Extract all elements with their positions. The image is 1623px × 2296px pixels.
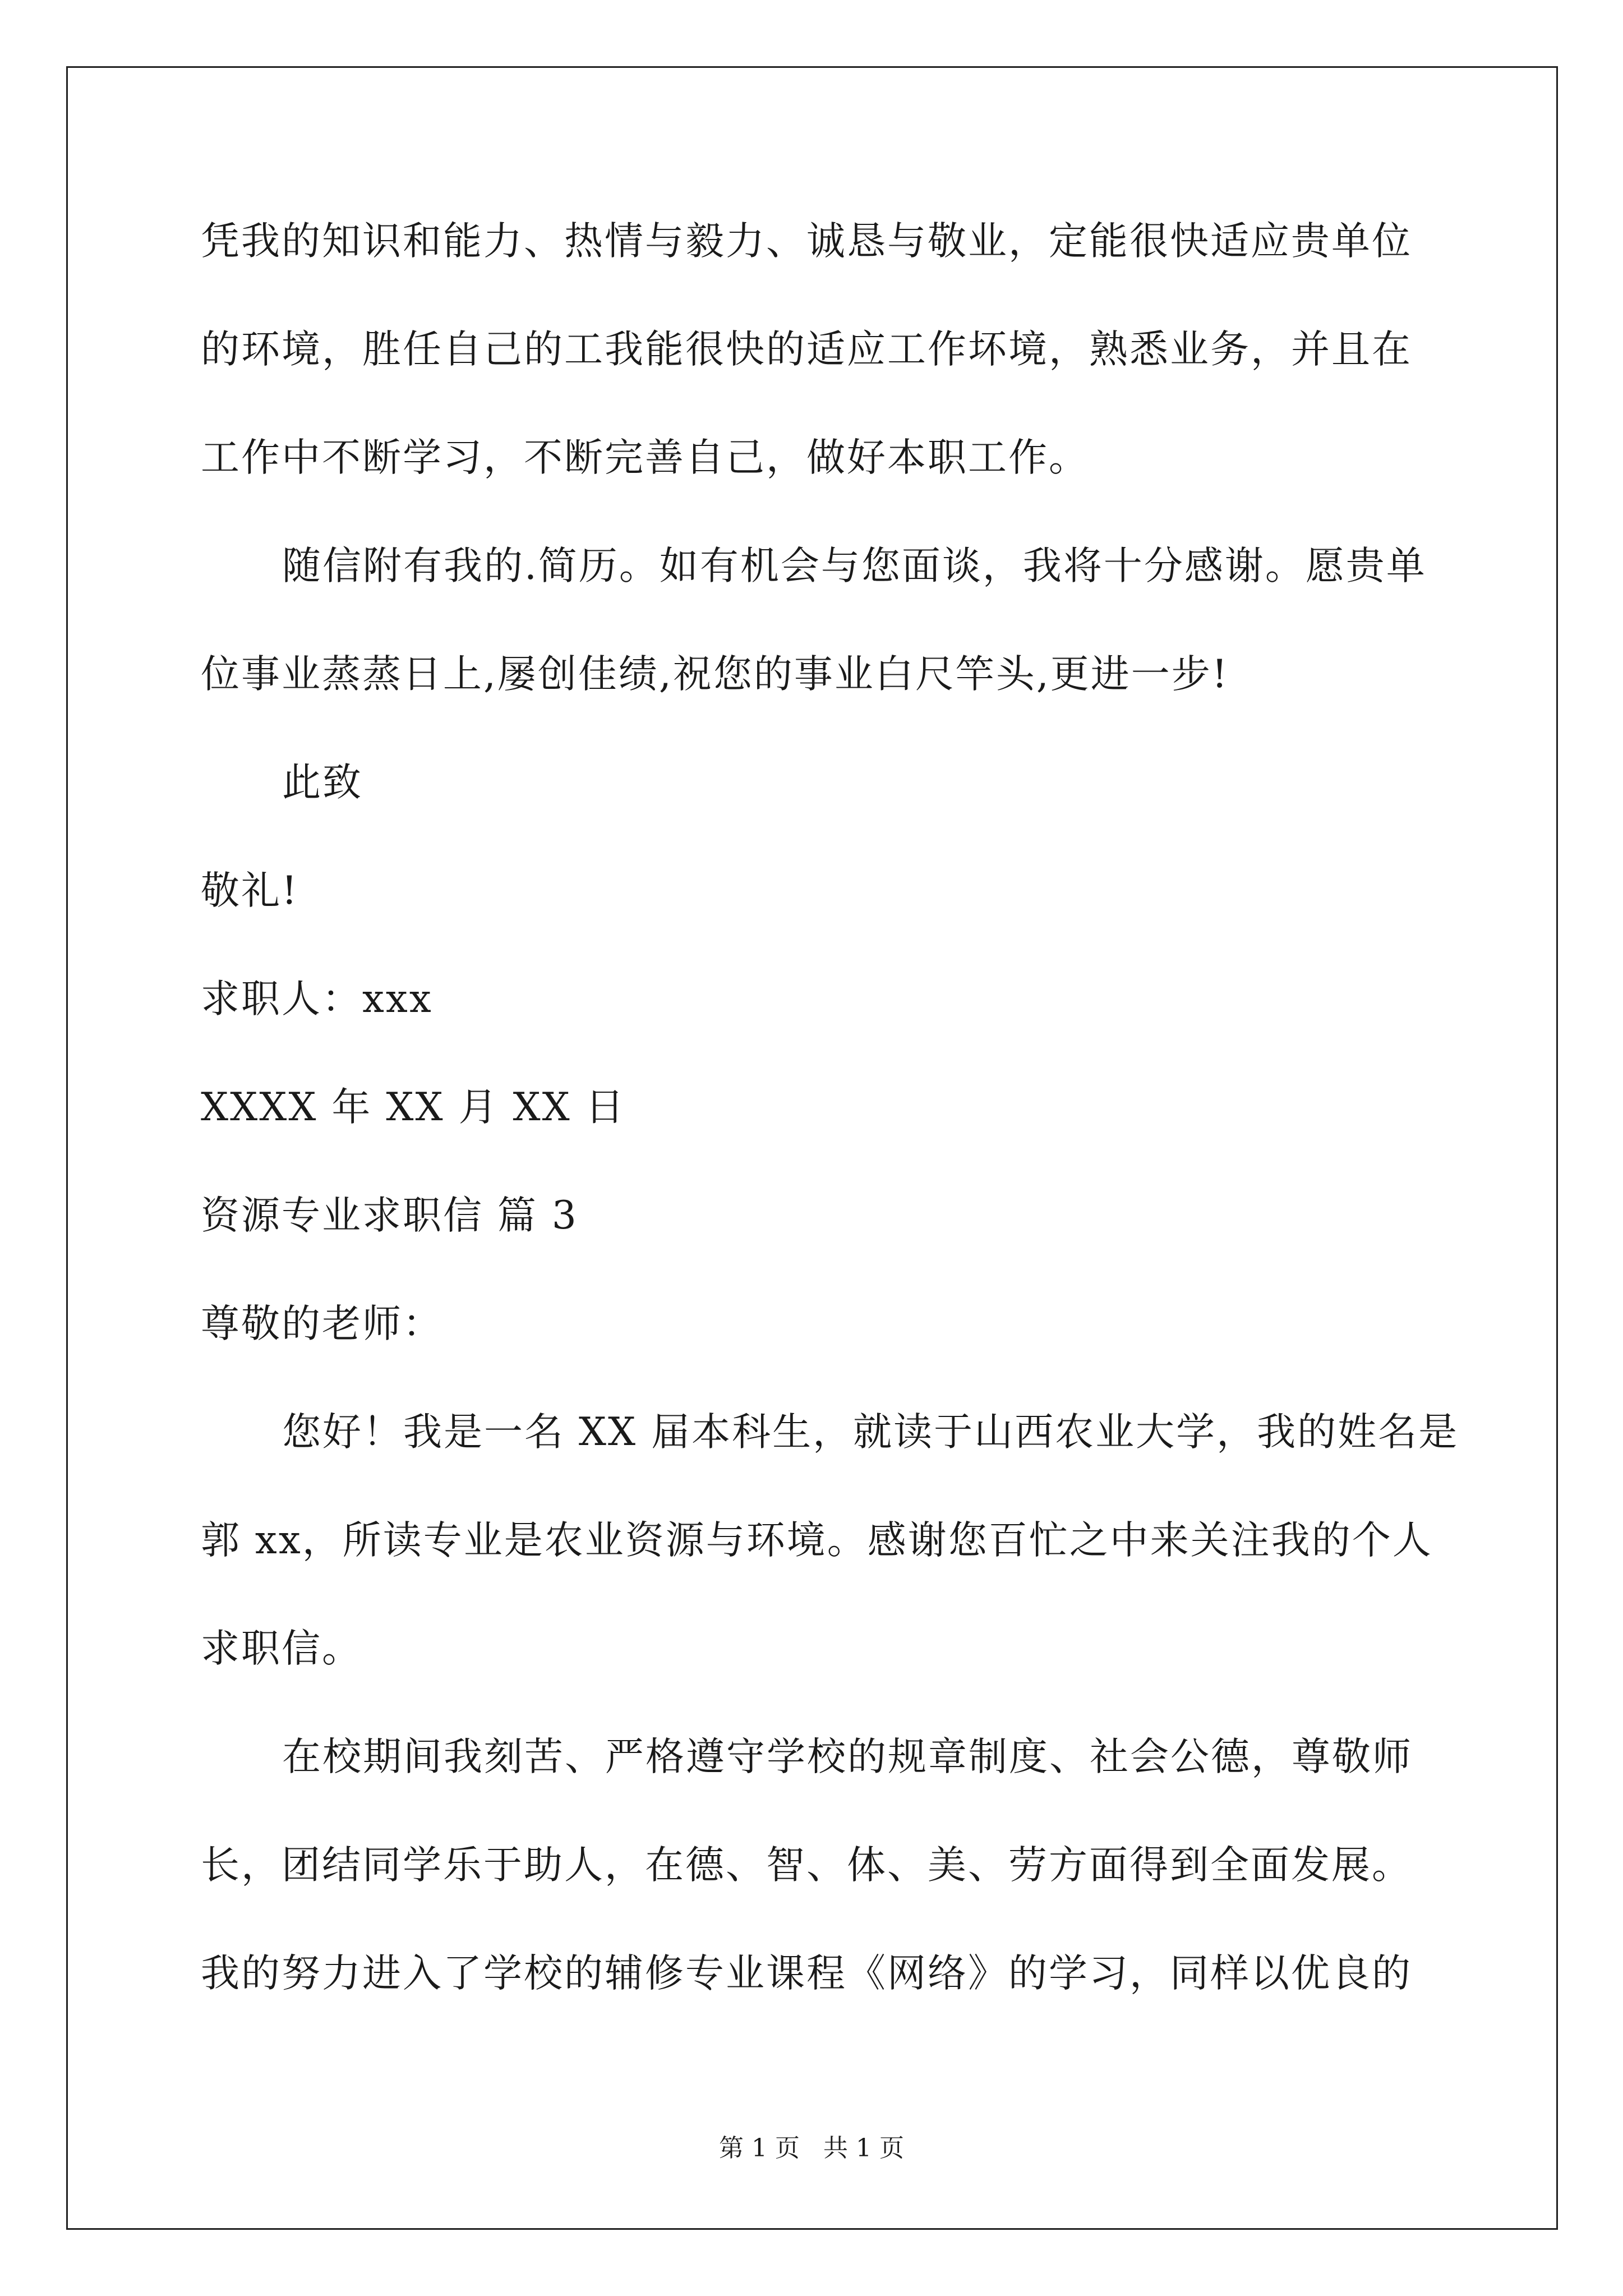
body-line: 郭 xx，所读专业是农业资源与环境。感谢您百忙之中来关注我的个人 <box>201 1518 1433 1563</box>
closing-salutation: 此致 <box>282 760 363 805</box>
body-line: 长，团结同学乐于助人，在德、智、体、美、劳方面得到全面发展。 <box>201 1843 1412 1888</box>
page-footer: 第 1 页 共 1 页 <box>719 2134 904 2162</box>
body-line: 求职信。 <box>201 1626 362 1671</box>
body-line: 随信附有我的.简历。如有机会与您面谈，我将十分感谢。愿贵单 <box>282 544 1427 588</box>
closing-regards: 敬礼! <box>201 868 299 913</box>
body-line: 您好！我是一名 XX 届本科生，就读于山西农业大学，我的姓名是 <box>282 1410 1459 1455</box>
body-line: 在校期间我刻苦、严格遵守学校的规章制度、社会公德，尊敬师 <box>282 1734 1413 1779</box>
section-title: 资源专业求职信 篇 3 <box>201 1193 578 1238</box>
body-line: 工作中不断学习，不断完善自己，做好本职工作。 <box>201 435 1089 480</box>
greeting: 尊敬的老师： <box>201 1301 443 1346</box>
document-body <box>201 216 1459 2056</box>
letter-date: XXXX 年 XX 月 XX 日 <box>201 1085 626 1130</box>
applicant-signature: 求职人：xxx <box>201 977 433 1022</box>
body-line: 凭我的知识和能力、热情与毅力、诚恳与敬业，定能很快适应贵单位 <box>201 219 1412 264</box>
body-line: 的环境，胜任自己的工我能很快的适应工作坏境，熟悉业务，并且在 <box>201 327 1412 372</box>
body-line: 位事业蒸蒸日上,屡创佳绩,祝您的事业白尺竿头,更进一步! <box>201 652 1229 697</box>
body-line: 我的努力进入了学校的辅修专业课程《网络》的学习，同样以优良的 <box>201 1951 1412 1996</box>
